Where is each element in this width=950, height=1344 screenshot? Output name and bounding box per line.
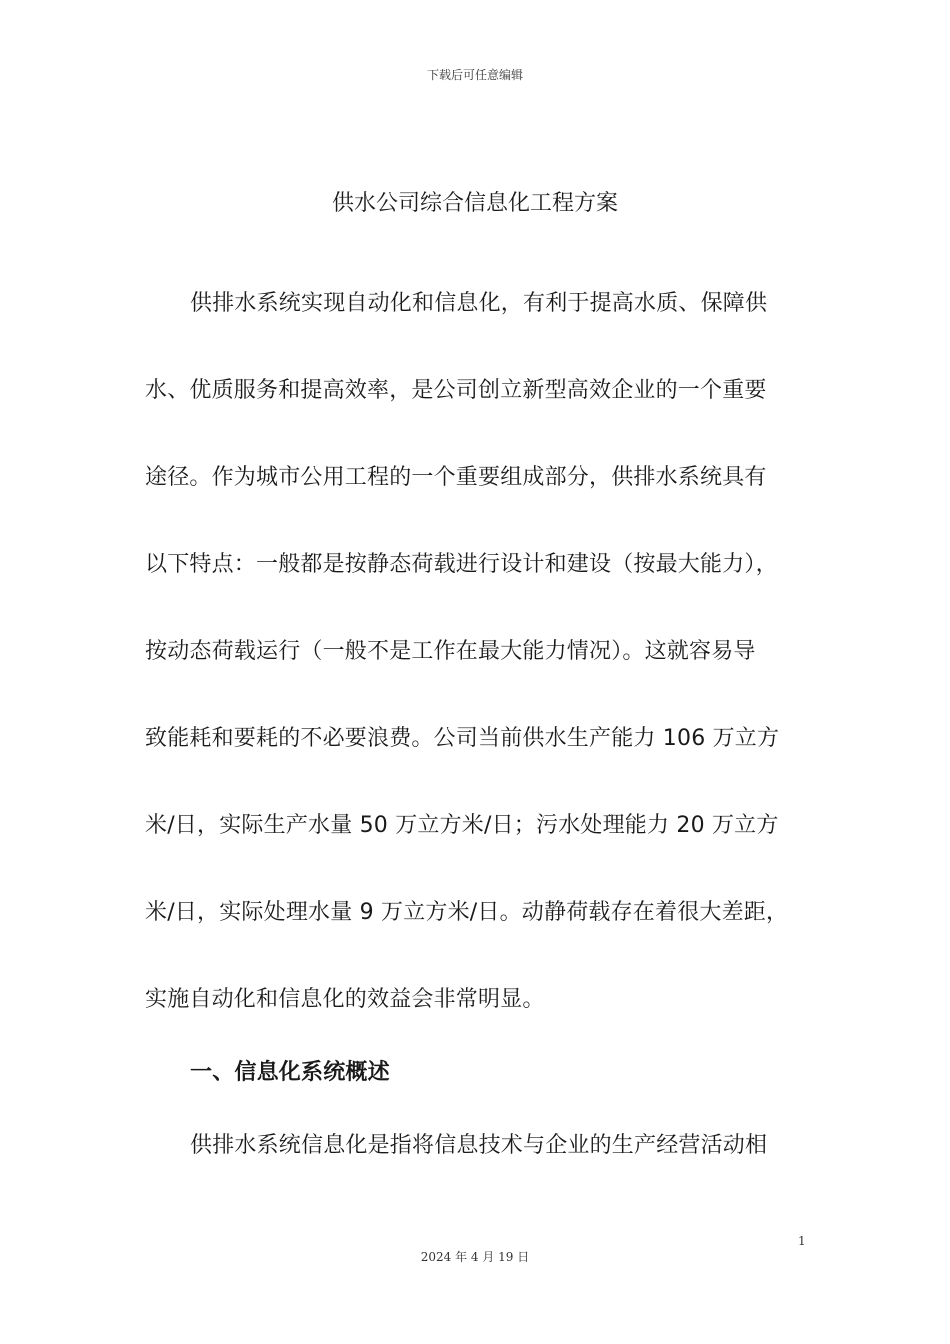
paragraph-line: 供排水系统实现自动化和信息化，有利于提高水质、保障供 — [190, 291, 768, 316]
document-title: 供水公司综合信息化工程方案 — [331, 191, 618, 216]
page-header: 下载后可任意编辑 — [426, 68, 523, 82]
page-number: 1 — [798, 1234, 806, 1248]
paragraph-line: 供排水系统信息化是指将信息技术与企业的生产经营活动相 — [190, 1133, 768, 1158]
paragraph-line: 按动态荷载运行（一般不是工作在最大能力情况）。这就容易导 — [145, 639, 756, 664]
paragraph-line: 实施自动化和信息化的效益会非常明显。 — [145, 987, 545, 1012]
paragraph-line: 致能耗和要耗的不必要浪费。公司当前供水生产能力 106 万立方 — [145, 726, 780, 751]
paragraph-line: 以下特点：一般都是按静态荷载进行设计和建设（按最大能力）， — [145, 552, 778, 577]
paragraph-line: 水、优质服务和提高效率，是公司创立新型高效企业的一个重要 — [145, 378, 767, 403]
page-footer-date: 2024 年 4 月 19 日 — [420, 1250, 530, 1264]
paragraph-line: 途径。作为城市公用工程的一个重要组成部分，供排水系统具有 — [145, 465, 767, 490]
paragraph-line: 米/日，实际生产水量 50 万立方米/日；污水处理能力 20 万立方 — [145, 813, 779, 838]
section-heading: 一、信息化系统概述 — [190, 1060, 390, 1085]
paragraph-line: 米/日，实际处理水量 9 万立方米/日。动静荷载存在着很大差距， — [145, 900, 789, 925]
